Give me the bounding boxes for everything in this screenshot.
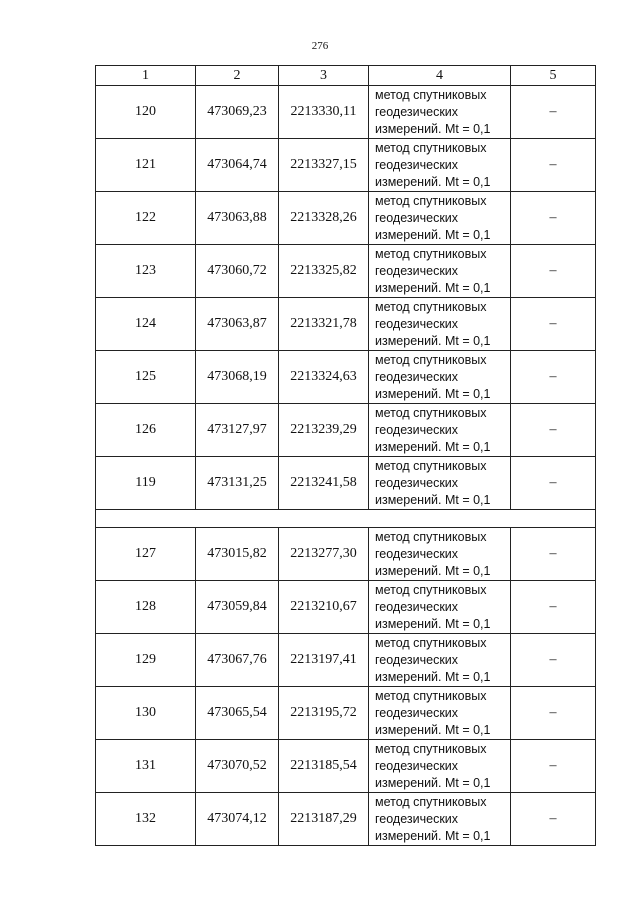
method-text-line: метод спутниковых	[375, 459, 487, 473]
table-row	[96, 457, 596, 510]
note-cell: –	[511, 687, 596, 740]
coordinates-table	[95, 65, 596, 846]
method-text-line: измерений. Mt = 0,1	[375, 617, 491, 631]
x-coordinate-cell: 473068,19	[196, 351, 279, 404]
y-coordinate-cell: 2213327,15	[279, 139, 369, 192]
method-text-line: геодезических	[375, 476, 459, 490]
y-coordinate-cell: 2213197,41	[279, 634, 369, 687]
method-cell	[369, 740, 511, 793]
table-row	[96, 634, 596, 687]
table-row	[96, 298, 596, 351]
separator-cell	[96, 510, 596, 528]
method-cell	[369, 245, 511, 298]
method-text-line: геодезических	[375, 547, 459, 561]
x-coordinate-cell: 473064,74	[196, 139, 279, 192]
column-header: 3	[279, 66, 369, 86]
method-text-line: измерений. Mt = 0,1	[375, 723, 491, 737]
column-header: 4	[369, 66, 511, 86]
note-cell: –	[511, 457, 596, 510]
point-number-cell: 121	[96, 139, 196, 192]
y-coordinate-cell: 2213239,29	[279, 404, 369, 457]
table-row	[96, 139, 596, 192]
method-text-line: метод спутниковых	[375, 742, 487, 756]
note-cell: –	[511, 351, 596, 404]
method-text-line: геодезических	[375, 706, 459, 720]
table-row	[96, 528, 596, 581]
column-header: 2	[196, 66, 279, 86]
method-text-line: метод спутниковых	[375, 88, 487, 102]
method-cell	[369, 86, 511, 139]
point-number-cell: 130	[96, 687, 196, 740]
point-number-cell: 132	[96, 793, 196, 846]
note-cell: –	[511, 740, 596, 793]
table-row	[96, 351, 596, 404]
table-row	[96, 192, 596, 245]
method-cell	[369, 528, 511, 581]
header-row	[96, 66, 596, 86]
method-text-line: измерений. Mt = 0,1	[375, 493, 491, 507]
x-coordinate-cell: 473131,25	[196, 457, 279, 510]
note-cell: –	[511, 404, 596, 457]
y-coordinate-cell: 2213324,63	[279, 351, 369, 404]
method-cell	[369, 404, 511, 457]
method-text-line: измерений. Mt = 0,1	[375, 829, 491, 843]
y-coordinate-cell: 2213185,54	[279, 740, 369, 793]
point-number-cell: 123	[96, 245, 196, 298]
method-text-line: измерений. Mt = 0,1	[375, 564, 491, 578]
y-coordinate-cell: 2213328,26	[279, 192, 369, 245]
method-text-line: геодезических	[375, 423, 459, 437]
table-row	[96, 86, 596, 139]
method-text-line: метод спутниковых	[375, 636, 487, 650]
x-coordinate-cell: 473074,12	[196, 793, 279, 846]
method-text-line: измерений. Mt = 0,1	[375, 281, 491, 295]
method-text-line: метод спутниковых	[375, 530, 487, 544]
method-text-line: геодезических	[375, 317, 459, 331]
method-cell	[369, 457, 511, 510]
table-row	[96, 245, 596, 298]
method-text-line: геодезических	[375, 812, 459, 826]
x-coordinate-cell: 473127,97	[196, 404, 279, 457]
table-row	[96, 581, 596, 634]
x-coordinate-cell: 473015,82	[196, 528, 279, 581]
x-coordinate-cell: 473063,88	[196, 192, 279, 245]
method-text-line: геодезических	[375, 264, 459, 278]
note-cell: –	[511, 86, 596, 139]
method-text-line: метод спутниковых	[375, 194, 487, 208]
y-coordinate-cell: 2213321,78	[279, 298, 369, 351]
column-header: 1	[96, 66, 196, 86]
note-cell: –	[511, 192, 596, 245]
y-coordinate-cell: 2213195,72	[279, 687, 369, 740]
note-cell: –	[511, 634, 596, 687]
method-cell	[369, 793, 511, 846]
note-cell: –	[511, 793, 596, 846]
method-text-line: геодезических	[375, 600, 459, 614]
method-text-line: геодезических	[375, 105, 459, 119]
y-coordinate-cell: 2213187,29	[279, 793, 369, 846]
method-cell	[369, 581, 511, 634]
note-cell: –	[511, 245, 596, 298]
x-coordinate-cell: 473067,76	[196, 634, 279, 687]
separator-row	[96, 510, 596, 528]
method-text-line: геодезических	[375, 211, 459, 225]
note-cell: –	[511, 528, 596, 581]
table-row	[96, 687, 596, 740]
method-text-line: геодезических	[375, 158, 459, 172]
method-cell	[369, 687, 511, 740]
method-text-line: метод спутниковых	[375, 247, 487, 261]
method-text-line: геодезических	[375, 653, 459, 667]
table-row	[96, 404, 596, 457]
method-cell	[369, 351, 511, 404]
x-coordinate-cell: 473069,23	[196, 86, 279, 139]
method-text-line: измерений. Mt = 0,1	[375, 228, 491, 242]
method-cell	[369, 139, 511, 192]
method-text-line: измерений. Mt = 0,1	[375, 776, 491, 790]
table-row	[96, 740, 596, 793]
method-text-line: измерений. Mt = 0,1	[375, 334, 491, 348]
method-text-line: метод спутниковых	[375, 406, 487, 420]
point-number-cell: 125	[96, 351, 196, 404]
method-text-line: метод спутниковых	[375, 583, 487, 597]
method-text-line: измерений. Mt = 0,1	[375, 387, 491, 401]
x-coordinate-cell: 473063,87	[196, 298, 279, 351]
method-text-line: метод спутниковых	[375, 300, 487, 314]
table-body	[96, 86, 596, 846]
method-text-line: измерений. Mt = 0,1	[375, 670, 491, 684]
method-cell	[369, 192, 511, 245]
x-coordinate-cell: 473065,54	[196, 687, 279, 740]
method-text-line: измерений. Mt = 0,1	[375, 175, 491, 189]
method-text-line: измерений. Mt = 0,1	[375, 440, 491, 454]
point-number-cell: 131	[96, 740, 196, 793]
x-coordinate-cell: 473059,84	[196, 581, 279, 634]
method-text-line: геодезических	[375, 370, 459, 384]
note-cell: –	[511, 298, 596, 351]
x-coordinate-cell: 473060,72	[196, 245, 279, 298]
point-number-cell: 120	[96, 86, 196, 139]
method-cell	[369, 634, 511, 687]
y-coordinate-cell: 2213330,11	[279, 86, 369, 139]
method-cell	[369, 298, 511, 351]
note-cell: –	[511, 139, 596, 192]
point-number-cell: 122	[96, 192, 196, 245]
method-text-line: метод спутниковых	[375, 795, 487, 809]
y-coordinate-cell: 2213241,58	[279, 457, 369, 510]
y-coordinate-cell: 2213210,67	[279, 581, 369, 634]
y-coordinate-cell: 2213277,30	[279, 528, 369, 581]
x-coordinate-cell: 473070,52	[196, 740, 279, 793]
column-header: 5	[511, 66, 596, 86]
method-text-line: метод спутниковых	[375, 353, 487, 367]
note-cell: –	[511, 581, 596, 634]
method-text-line: метод спутниковых	[375, 141, 487, 155]
point-number-cell: 126	[96, 404, 196, 457]
point-number-cell: 128	[96, 581, 196, 634]
y-coordinate-cell: 2213325,82	[279, 245, 369, 298]
method-text-line: метод спутниковых	[375, 689, 487, 703]
point-number-cell: 124	[96, 298, 196, 351]
point-number-cell: 127	[96, 528, 196, 581]
method-text-line: геодезических	[375, 759, 459, 773]
point-number-cell: 129	[96, 634, 196, 687]
page-number: 276	[311, 40, 329, 52]
point-number-cell: 119	[96, 457, 196, 510]
method-text-line: измерений. Mt = 0,1	[375, 122, 491, 136]
table-row	[96, 793, 596, 846]
